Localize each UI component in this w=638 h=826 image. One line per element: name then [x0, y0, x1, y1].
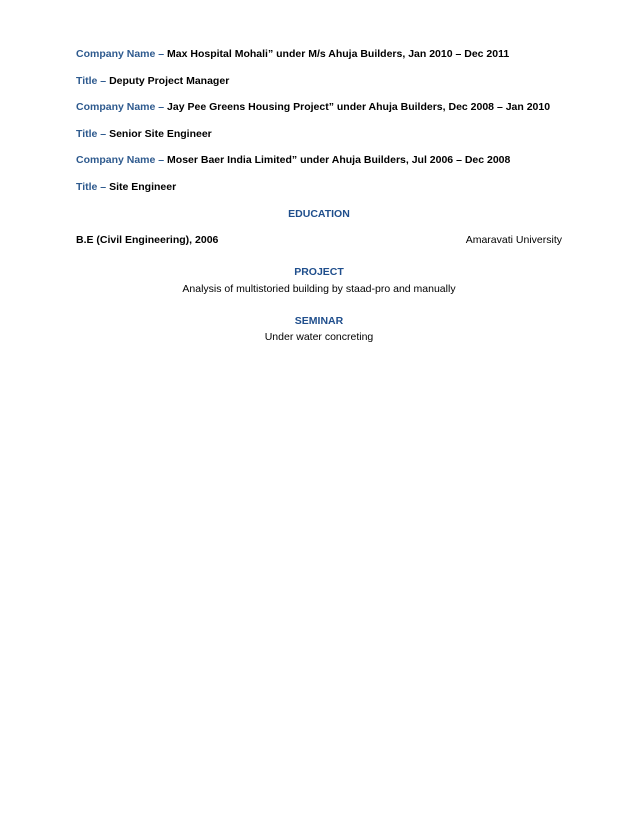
experience-entry-title-1 — [76, 74, 229, 88]
experience-entry-title-3 — [76, 180, 176, 194]
project-description: Analysis of multistoried building by staad-pro and manually — [182, 283, 456, 295]
project-heading: PROJECT — [294, 266, 344, 278]
field-label: Company Name – — [76, 48, 165, 60]
field-label: Title – — [76, 75, 107, 87]
field-value: Moser Baer India Limited” under Ahuja Builders, Jul 2006 – Dec 2008 — [167, 154, 511, 166]
education-university: Amaravati University — [465, 234, 562, 246]
experience-entry-company-3 — [76, 153, 510, 167]
field-value: Senior Site Engineer — [109, 128, 212, 140]
field-value: Site Engineer — [109, 181, 177, 193]
field-value: Deputy Project Manager — [109, 75, 230, 87]
education-heading: EDUCATION — [288, 208, 350, 220]
experience-entry-title-2 — [76, 127, 212, 141]
field-label: Title – — [76, 128, 107, 140]
experience-entry-company-1 — [76, 47, 509, 61]
seminar-heading: SEMINAR — [294, 315, 344, 327]
seminar-description: Under water concreting — [264, 331, 374, 343]
field-value: Max Hospital Mohali” under M/s Ahuja Builders, Jan 2010 – Dec 2011 — [167, 48, 510, 60]
field-value: Jay Pee Greens Housing Project” under Ahuja Builders, Dec 2008 – Jan 2010 — [167, 101, 551, 113]
field-label: Company Name – — [76, 101, 165, 113]
field-label: Company Name – — [76, 154, 165, 166]
education-degree: B.E (Civil Engineering), 2006 — [76, 234, 219, 246]
experience-entry-company-2 — [76, 100, 550, 114]
field-label: Title – — [76, 181, 107, 193]
